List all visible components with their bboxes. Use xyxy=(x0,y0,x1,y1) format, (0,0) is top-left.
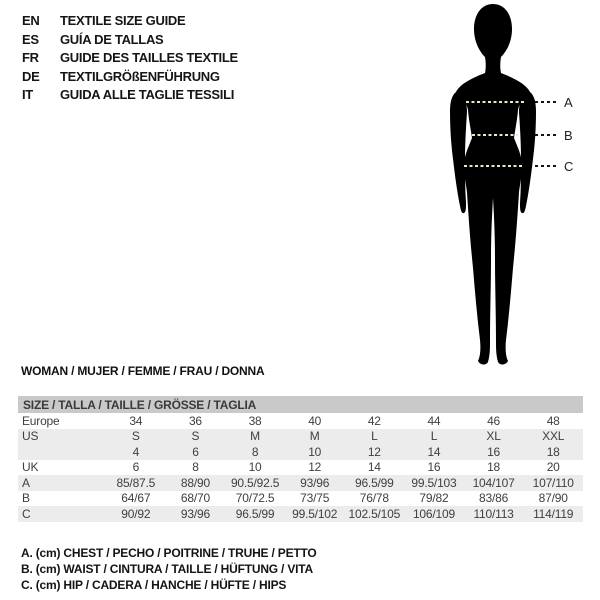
size-cell: 73/75 xyxy=(300,491,330,506)
row-label: C xyxy=(18,506,106,522)
size-cell: 88/90 xyxy=(166,475,226,491)
section-title: WOMAN / MUJER / FEMME / FRAU / DONNA xyxy=(21,364,265,378)
marker-a-label: A xyxy=(564,95,573,110)
size-cell: 99.5/103 xyxy=(404,475,464,491)
size-cell: 104/107 xyxy=(464,475,524,491)
size-cell: L xyxy=(345,429,405,445)
table-row xyxy=(18,460,583,476)
language-title: TEXTILE SIZE GUIDE xyxy=(60,13,186,28)
size-cell: 18 xyxy=(487,460,501,475)
legend-hip: C. (cm) HIP / CADERA / HANCHE / HÜFTE / HIPS xyxy=(21,578,287,592)
size-table xyxy=(18,396,583,522)
row-label: Europe xyxy=(22,413,60,428)
language-row-fr xyxy=(22,50,238,69)
table-row xyxy=(18,491,583,507)
size-cell: 48 xyxy=(546,413,560,428)
size-cell: 99.5/102 xyxy=(285,506,345,522)
marker-b-label: B xyxy=(564,128,573,143)
size-cell: 12 xyxy=(345,444,405,460)
size-cell: 85/87.5 xyxy=(106,475,166,491)
language-title: GUIDA ALLE TAGLIE TESSILI xyxy=(60,87,235,102)
size-cell: 76/78 xyxy=(359,491,389,506)
size-cell: 34 xyxy=(129,413,143,428)
size-cell: 107/110 xyxy=(523,475,583,491)
size-cell: 36 xyxy=(188,413,202,428)
size-cell: 10 xyxy=(285,444,345,460)
size-cell: 42 xyxy=(367,413,381,428)
table-row xyxy=(18,413,583,429)
size-cell: 106/109 xyxy=(404,506,464,522)
size-cell: 68/70 xyxy=(180,491,210,506)
table-row xyxy=(18,475,583,491)
row-label: US xyxy=(18,429,106,445)
size-table-header: SIZE / TALLA / TAILLE / GRÖSSE / TAGLIA xyxy=(18,396,583,413)
size-cell: 64/67 xyxy=(121,491,151,506)
size-cell: 96.5/99 xyxy=(345,475,405,491)
size-cell: 40 xyxy=(308,413,322,428)
size-cell: 20 xyxy=(546,460,560,475)
size-cell: 16 xyxy=(464,444,524,460)
size-cell: 93/96 xyxy=(166,506,226,522)
size-cell: S xyxy=(106,429,166,445)
size-cell: 46 xyxy=(487,413,501,428)
language-code: EN xyxy=(22,13,40,28)
size-cell: 70/72.5 xyxy=(235,491,275,506)
language-title-block xyxy=(22,13,238,106)
size-cell: 8 xyxy=(192,460,199,475)
size-cell: 90.5/92.5 xyxy=(225,475,285,491)
size-cell: 83/86 xyxy=(479,491,509,506)
size-cell: 10 xyxy=(248,460,262,475)
row-label: UK xyxy=(22,460,39,475)
language-title: GUIDE DES TAILLES TEXTILE xyxy=(60,50,238,65)
size-cell: 87/90 xyxy=(538,491,568,506)
table-row xyxy=(18,444,583,460)
size-cell: XXL xyxy=(523,429,583,445)
size-cell: 79/82 xyxy=(419,491,449,506)
row-label: A xyxy=(18,475,106,491)
language-row-de xyxy=(22,69,238,88)
size-cell: 110/113 xyxy=(464,506,524,522)
size-cell: 16 xyxy=(427,460,441,475)
row-label: B xyxy=(22,491,30,506)
size-cell: 12 xyxy=(308,460,322,475)
woman-silhouette-left-arm xyxy=(450,91,467,213)
size-cell: XL xyxy=(464,429,524,445)
size-cell: 44 xyxy=(427,413,441,428)
size-cell: L xyxy=(404,429,464,445)
table-row xyxy=(18,506,583,522)
size-cell: 18 xyxy=(523,444,583,460)
language-title: TEXTILGRÖßENFÜHRUNG xyxy=(60,68,220,84)
language-code: IT xyxy=(22,87,33,102)
measurement-figure xyxy=(438,0,600,380)
size-cell: 14 xyxy=(367,460,381,475)
size-cell: M xyxy=(285,429,345,445)
size-cell: 4 xyxy=(106,444,166,460)
size-cell: S xyxy=(166,429,226,445)
table-row xyxy=(18,429,583,445)
size-cell: 14 xyxy=(404,444,464,460)
size-cell: 90/92 xyxy=(106,506,166,522)
size-cell: 93/96 xyxy=(285,475,345,491)
legend-waist: B. (cm) WAIST / CINTURA / TAILLE / HÜFTUNG / VITA xyxy=(21,562,313,576)
size-cell: 96.5/99 xyxy=(225,506,285,522)
marker-c-label: C xyxy=(564,159,574,174)
language-code: FR xyxy=(22,50,39,65)
language-row-es xyxy=(22,32,238,51)
size-cell: 38 xyxy=(248,413,262,428)
language-code: DE xyxy=(22,68,40,84)
size-cell: M xyxy=(225,429,285,445)
language-title: GUÍA DE TALLAS xyxy=(60,31,164,47)
language-row-en xyxy=(22,13,238,32)
woman-silhouette-figure xyxy=(438,0,600,380)
size-cell: 6 xyxy=(166,444,226,460)
language-row-it xyxy=(22,87,238,106)
legend-chest: A. (cm) CHEST / PECHO / POITRINE / TRUHE / PETTO xyxy=(21,546,317,560)
measurement-legend xyxy=(21,545,317,593)
woman-silhouette-body xyxy=(456,4,530,365)
row-label xyxy=(18,444,106,460)
size-cell: 102.5/105 xyxy=(345,506,405,522)
size-cell: 6 xyxy=(132,460,140,475)
size-table-header-row xyxy=(18,396,583,413)
size-cell: 114/119 xyxy=(523,506,583,522)
woman-silhouette-right-arm xyxy=(519,91,536,213)
language-code: ES xyxy=(22,31,39,47)
size-cell: 8 xyxy=(225,444,285,460)
